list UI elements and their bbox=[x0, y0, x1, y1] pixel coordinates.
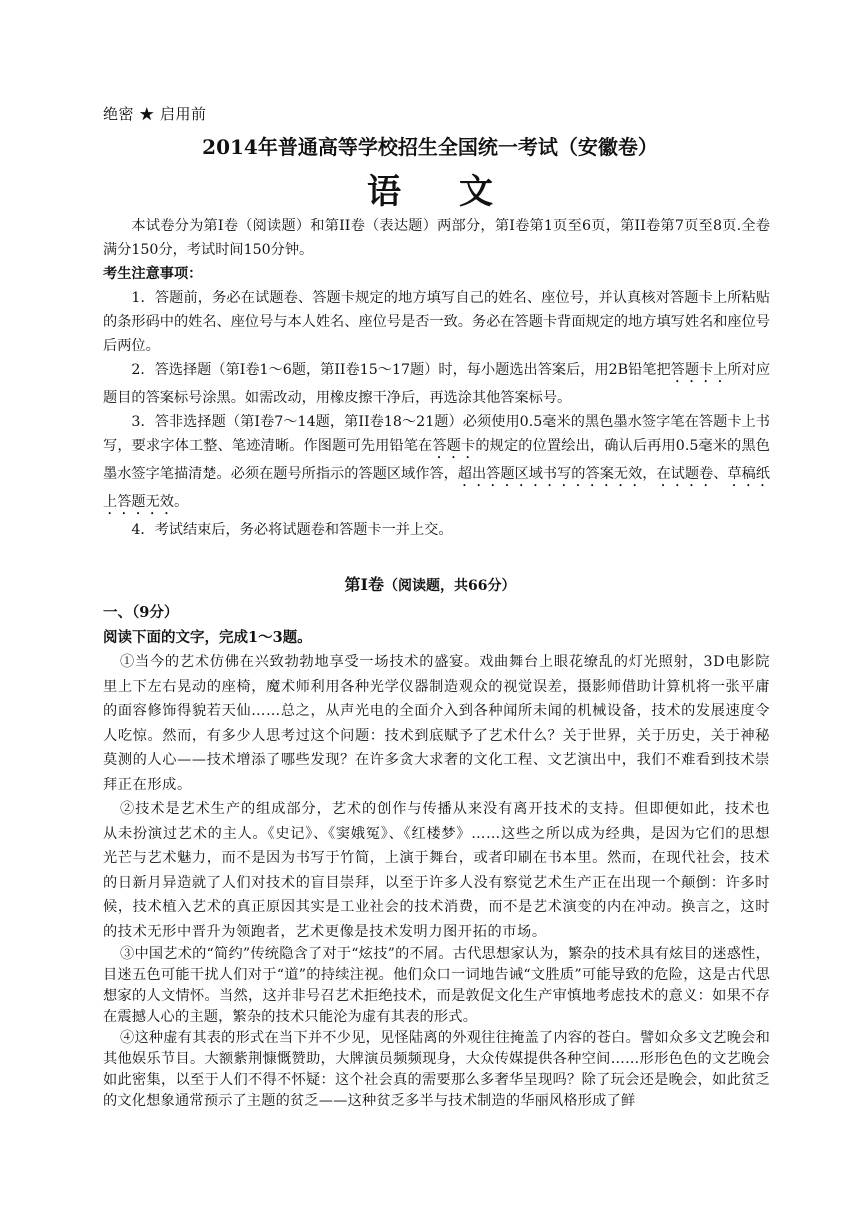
notice-item-2 bbox=[103, 358, 770, 410]
notice-item-3-text-c: 。 bbox=[173, 494, 189, 510]
exam-title: 2014年普通高等学校招生全国统一考试（安徽卷） bbox=[202, 135, 658, 159]
intro-paragraph: 本试卷分为第I卷（阅读题）和第II卷（表达题）两部分，第I卷第1页至6页，第II卷第7页至8页.全卷满分150分，考试时间150分钟。 bbox=[103, 218, 770, 258]
instructions-block bbox=[103, 214, 770, 542]
reading-passage bbox=[103, 650, 770, 1112]
notice-item-3-emphasis-1: 答题卡 bbox=[432, 438, 476, 454]
part-1-title bbox=[0, 572, 860, 595]
notice-item-2-text-b: 所对应题目的答案标号涂黑。如需改动，用橡皮擦干净后，再选涂其他答案标号。 bbox=[103, 362, 771, 406]
subject-title: 语文 bbox=[367, 172, 551, 212]
section-1-instruction: 阅读下面的文字，完成1～3题。 bbox=[103, 629, 312, 646]
section-1-heading: 一、（9分） bbox=[103, 604, 179, 621]
notice-heading: 考生注意事项： bbox=[103, 266, 203, 282]
notice-item-3 bbox=[103, 410, 770, 518]
part-1-subtitle: （阅读题，共66分） bbox=[384, 578, 516, 594]
notice-item-1: 1．答题前，务必在试题卷、答题卡规定的地方填写自己的姓名、座位号，并认真核对答题卡上所粘贴的条形码中的姓名、座位号与本人姓名、座位号是否一致。务必在答题卡背面规定的地方填写姓名和座位号后两位。 bbox=[103, 290, 770, 354]
notice-item-4: 4．考试结束后，务必将试题卷和答题卡一并上交。 bbox=[131, 522, 453, 538]
passage-paragraph-2: ②技术是艺术生产的组成部分，艺术的创作与传播从来没有离开技术的支持。但即便如此，技术也从未扮演过艺术的主人。《史记》、《窦娥冤》、《红楼梦》……这些之所以成为经典，是因为它们的思想光芒与艺术魅力，而不是因为书写于竹简，上演于舞台，或者印刷在书本里。然而，在现代社会，技术的日新月异造就了人们对技术的盲目崇拜，以至于许多人没有察觉艺术生产正在出现一个颠倒：许多时候，技术植入艺术的真正原因其实是工业社会的技术消费，而不是艺术演变的内在冲动。换言之，这时的技术无形中晋升为领跑者，艺术更像是技术发明力图开拓的市场。 bbox=[103, 801, 770, 940]
part-1-label: 第I卷 bbox=[344, 575, 384, 594]
notice-item-3-text-b: 的规定的位置绘出，确认后再用0.5毫米的黑色墨水签字笔描清楚。必须在题号所指示的答题区域作答， bbox=[103, 438, 770, 482]
notice-item-2-text-a: 2．答选择题（第I卷1～6题，第II卷15～17题）时，每小题选出答案后，用2B铅笔把 bbox=[131, 362, 671, 378]
notice-item-3-text-a: 3．答非选择题（第I卷7～14题，第II卷18～21题）必须使用0.5毫米的黑色墨水签字笔在答题卡上书写，要求字体工整、笔迹清晰。作图题可先用铅笔在 bbox=[103, 414, 770, 454]
notice-item-3-emphasis-2: 超出答题区域书写的答案无效，在试题卷、草稿纸上答题无效 bbox=[103, 466, 770, 510]
passage-paragraph-3: ③中国艺术的“简约”传统隐含了对于“炫技”的不屑。古代思想家认为，繁杂的技术具有炫目的迷惑性，目迷五色可能干扰人们对于“道”的持续注视。他们众口一词地告诫“文胜质”可能导致的危险，这是古代思想家的人文情怀。当然，这并非号召艺术拒绝技术，而是敦促文化生产审慎地考虑技术的意义：如果不存在震撼人心的主题，繁杂的技术只能沦为虚有其表的形式。 bbox=[103, 946, 770, 1025]
passage-paragraph-1: ①当今的艺术仿佛在兴致勃勃地享受一场技术的盛宴。戏曲舞台上眼花缭乱的灯光照射，3D电影院里上下左右晃动的座椅，魔术师利用各种光学仪器制造观众的视觉误差，摄影师借助计算机将一张平庸的面容修饰得貌若天仙……总之，从声光电的全面介入到各种闻所未闻的机械设备，技术的发展速度令人吃惊。然而，有多少人思考过这个问题：技术到底赋予了艺术什么？关于世界，关于历史，关于神秘莫测的人心——技术增添了哪些发现？在许多贪大求奢的文化工程、文艺演出中，我们不难看到技术崇拜正在形成。 bbox=[103, 654, 770, 793]
passage-paragraph-4: ④这种虚有其表的形式在当下并不少见，见怪陆离的外观往往掩盖了内容的苍白。譬如众多文艺晚会和其他娱乐节目。大额紫荆慷慨赞助，大牌演员频频现身，大众传媒提供各种空间……形形色色的文艺晚会如此密集，以至于人们不得不怀疑：这个社会真的需要那么多奢华呈现吗？除了玩会还是晚会，如此贫乏的文化想象通常预示了主题的贫乏——这种贫乏多半与技术制造的华丽风格形成了鲜 bbox=[103, 1030, 770, 1109]
notice-item-2-emphasis: 答题卡上 bbox=[670, 362, 728, 378]
confidential-mark: 绝密 ★ 启用前 bbox=[103, 105, 207, 123]
